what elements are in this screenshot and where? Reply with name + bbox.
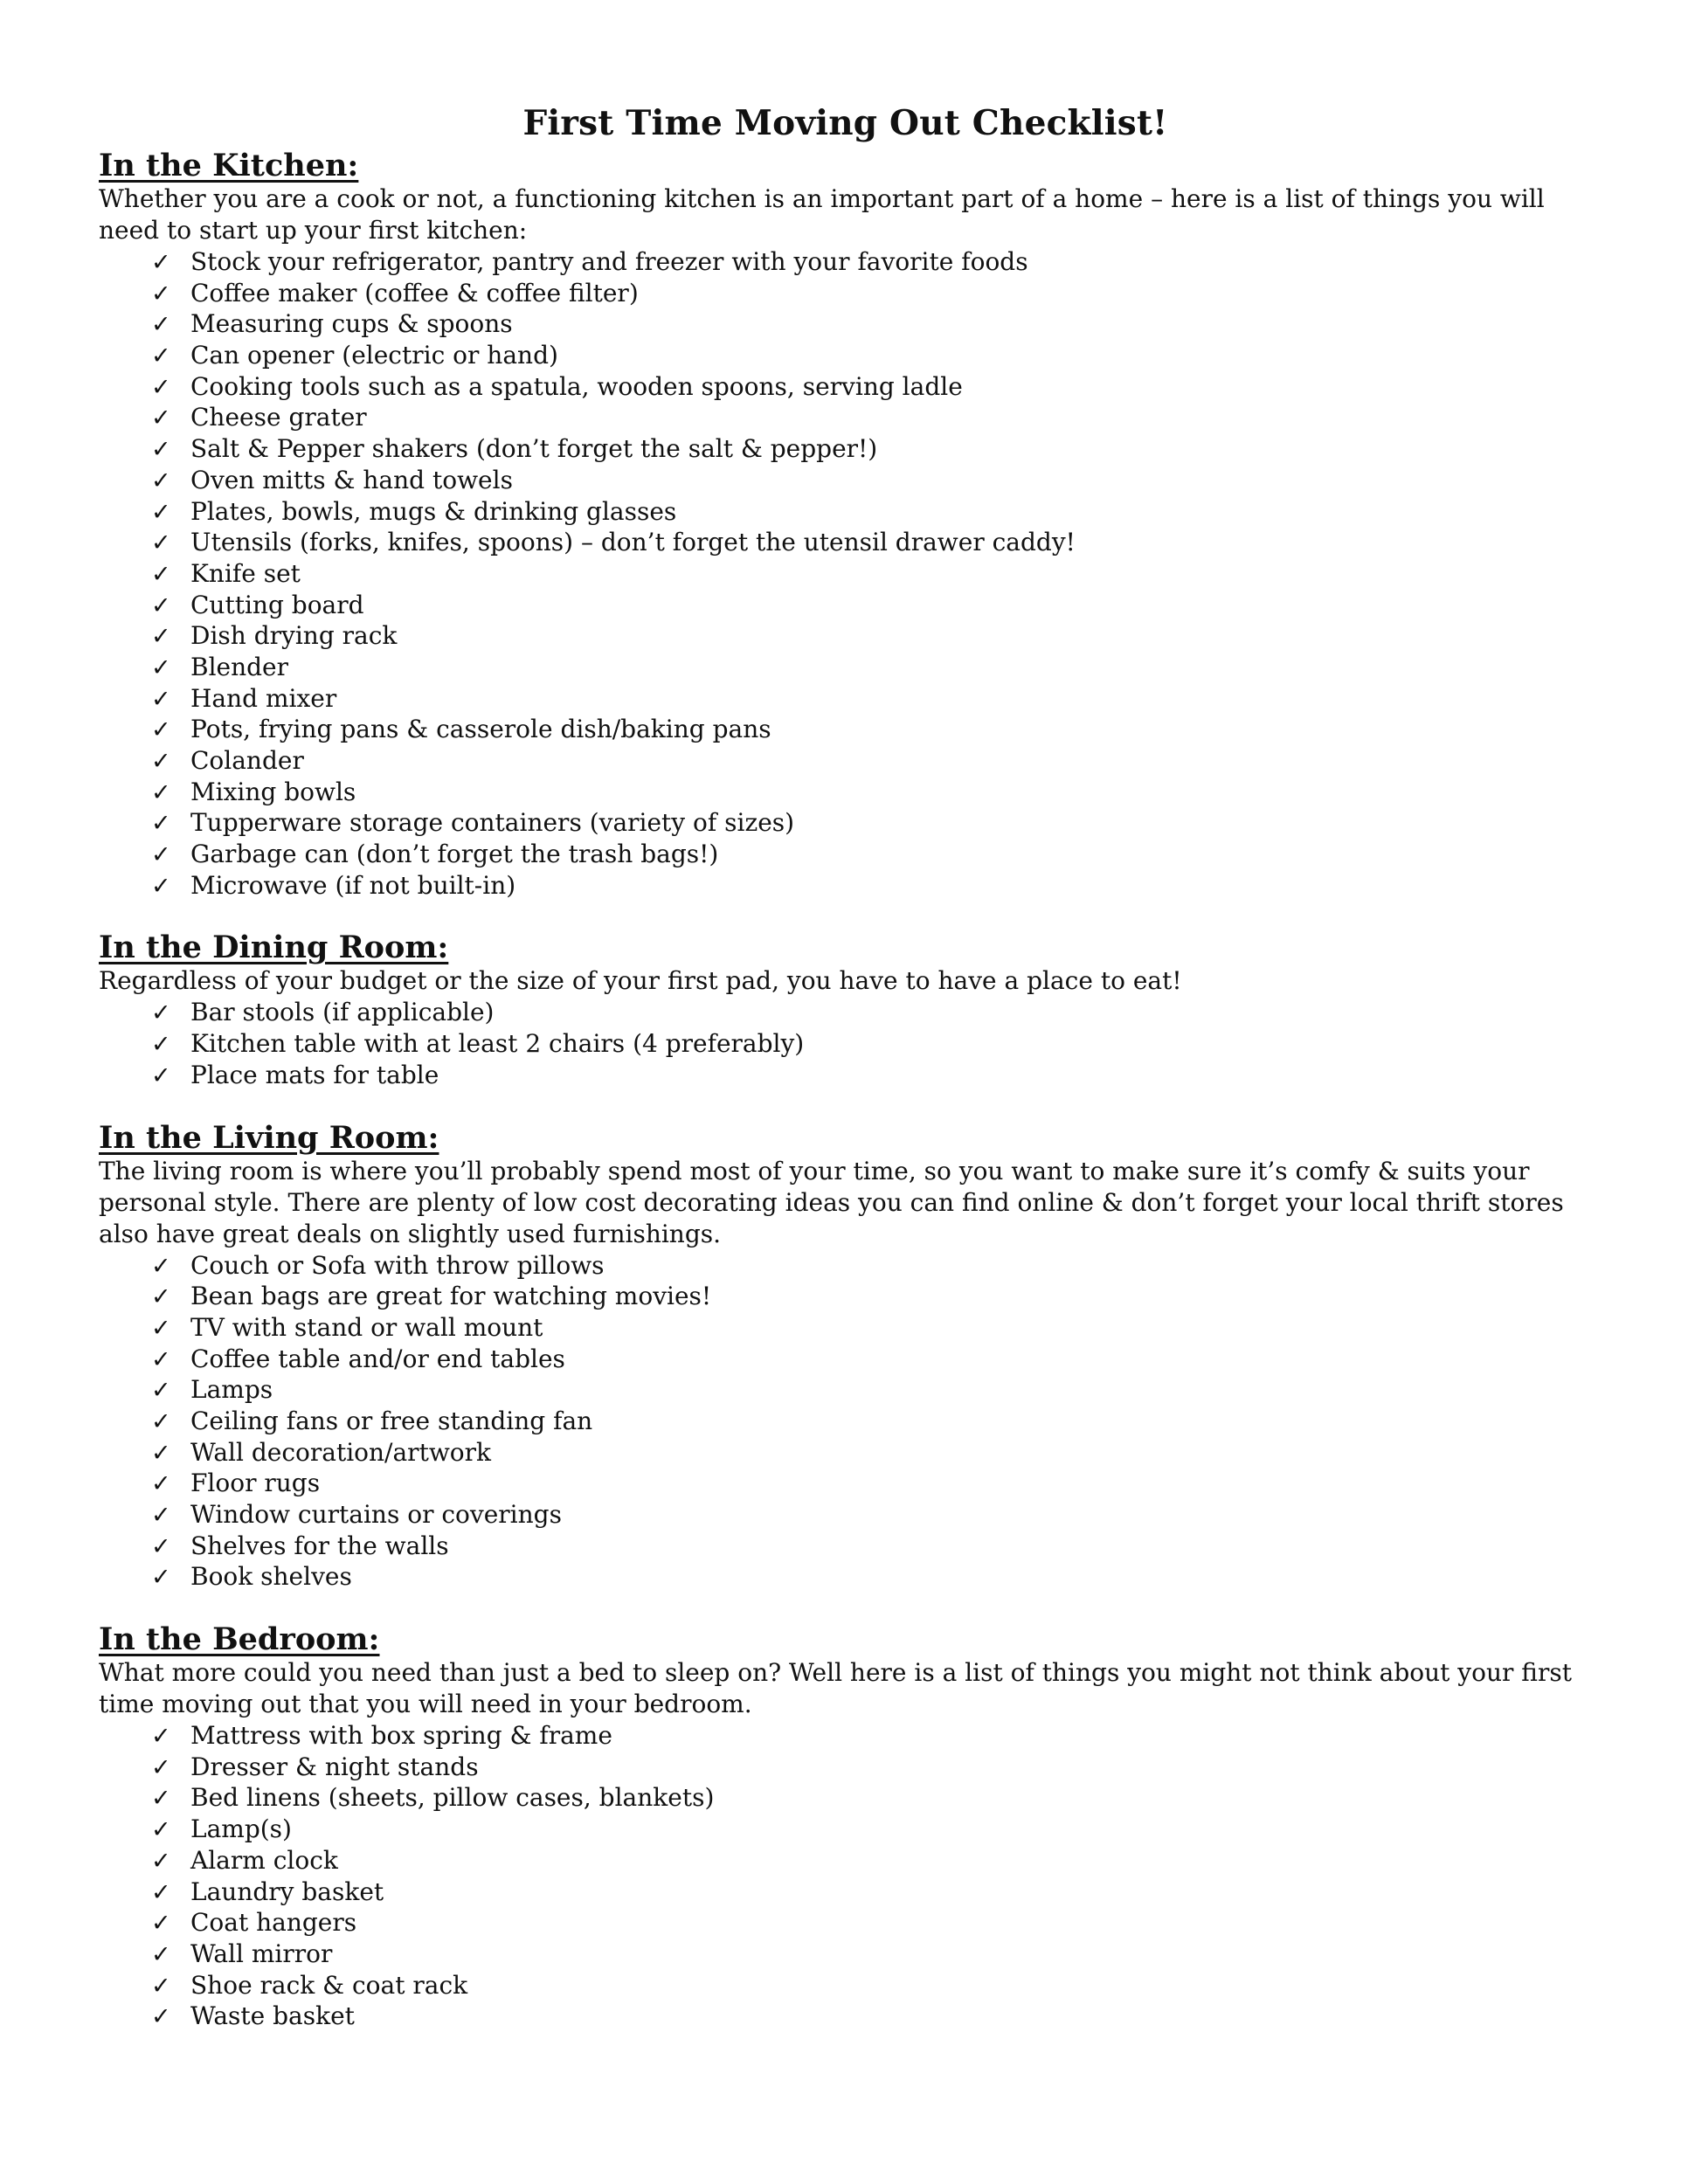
checklist-section bbox=[99, 930, 1592, 1090]
checklist-item-label: Lamps bbox=[190, 1375, 273, 1405]
checklist-item bbox=[99, 1845, 1592, 1876]
checklist-item-label: Alarm clock bbox=[190, 1845, 338, 1875]
checklist-item bbox=[99, 1876, 1592, 1908]
checklist-item-label: Ceiling fans or free standing fan bbox=[190, 1406, 593, 1435]
checklist-item bbox=[99, 496, 1592, 528]
check-mark-icon: ✓ bbox=[151, 1878, 171, 1906]
section-heading: In the Bedroom: bbox=[99, 1621, 380, 1658]
checklist-item-label: Knife set bbox=[190, 558, 301, 588]
checklist-item bbox=[99, 714, 1592, 745]
checklist-item bbox=[99, 839, 1592, 870]
check-mark-icon: ✓ bbox=[151, 1407, 171, 1435]
checklist-sections bbox=[99, 149, 1592, 2032]
checklist-item-label: Bar stools (if applicable) bbox=[190, 998, 495, 1027]
checklist-item bbox=[99, 402, 1592, 433]
checklist-item bbox=[99, 683, 1592, 715]
checklist-item-label: Bean bags are great for watching movies! bbox=[190, 1282, 712, 1311]
checklist-item bbox=[99, 308, 1592, 340]
checklist-item bbox=[99, 340, 1592, 371]
check-mark-icon: ✓ bbox=[151, 436, 171, 464]
checklist-item bbox=[99, 1782, 1592, 1814]
checklist-item-label: Wall mirror bbox=[190, 1939, 333, 1968]
check-mark-icon: ✓ bbox=[151, 748, 171, 775]
check-mark-icon: ✓ bbox=[151, 841, 171, 869]
checklist-item-label: Mattress with box spring & frame bbox=[190, 1721, 612, 1751]
checklist-item bbox=[99, 1720, 1592, 1752]
check-mark-icon: ✓ bbox=[151, 1439, 171, 1467]
checklist-item-label: Coffee table and/or end tables bbox=[190, 1344, 565, 1373]
checklist-item-label: Cutting board bbox=[190, 590, 364, 619]
checklist-item bbox=[99, 1970, 1592, 2001]
checklist-item-label: Shelves for the walls bbox=[190, 1531, 449, 1560]
check-mark-icon: ✓ bbox=[151, 280, 171, 308]
checklist-item bbox=[99, 1752, 1592, 1783]
check-mark-icon: ✓ bbox=[151, 311, 171, 339]
check-mark-icon: ✓ bbox=[151, 1816, 171, 1844]
checklist-item bbox=[99, 1406, 1592, 1437]
checklist-item-label: Microwave (if not built-in) bbox=[190, 870, 516, 900]
check-mark-icon: ✓ bbox=[151, 1972, 171, 2000]
checklist-item bbox=[99, 1561, 1592, 1593]
check-mark-icon: ✓ bbox=[151, 467, 171, 494]
checklist bbox=[99, 1250, 1592, 1593]
check-mark-icon: ✓ bbox=[151, 342, 171, 370]
section-intro: The living room is where you’ll probably spend most of your time, so you want to make sure it’s comfy & suits your personal style. There are plenty of low cost decorating ideas you can find online & don’t forget your local thrift stores also have great deals on slightly used furnishings. bbox=[99, 1156, 1564, 1248]
checklist-item bbox=[99, 1468, 1592, 1499]
checklist bbox=[99, 1720, 1592, 2032]
check-mark-icon: ✓ bbox=[151, 1502, 171, 1529]
checklist-item bbox=[99, 1939, 1592, 1970]
checklist-item bbox=[99, 590, 1592, 621]
checklist-item bbox=[99, 1060, 1592, 1091]
checklist-item-label: Pots, frying pans & casserole dish/baking pans bbox=[190, 715, 771, 744]
checklist-item bbox=[99, 1437, 1592, 1469]
check-mark-icon: ✓ bbox=[151, 1753, 171, 1781]
checklist-item-label: Mixing bowls bbox=[190, 777, 356, 806]
checklist-item bbox=[99, 1344, 1592, 1375]
checklist-item-label: Window curtains or coverings bbox=[190, 1500, 562, 1529]
checklist-item bbox=[99, 371, 1592, 403]
check-mark-icon: ✓ bbox=[151, 1910, 171, 1938]
check-mark-icon: ✓ bbox=[151, 560, 171, 588]
check-mark-icon: ✓ bbox=[151, 591, 171, 619]
checklist-item-label: Place mats for table bbox=[190, 1060, 439, 1089]
checklist-item-label: Measuring cups & spoons bbox=[190, 309, 513, 339]
check-mark-icon: ✓ bbox=[151, 872, 171, 900]
check-mark-icon: ✓ bbox=[151, 373, 171, 401]
checklist-item-label: Colander bbox=[190, 746, 304, 775]
checklist-item-label: Wall decoration/artwork bbox=[190, 1437, 491, 1467]
checklist-item bbox=[99, 1028, 1592, 1060]
checklist-item-label: Stock your refrigerator, pantry and freezer with your favorite foods bbox=[190, 247, 1028, 276]
checklist-item-label: Lamp(s) bbox=[190, 1814, 292, 1844]
check-mark-icon: ✓ bbox=[151, 716, 171, 744]
checklist-item bbox=[99, 465, 1592, 496]
check-mark-icon: ✓ bbox=[151, 404, 171, 432]
checklist-item-label: Blender bbox=[190, 652, 289, 681]
checklist-item bbox=[99, 1374, 1592, 1406]
page-title: First Time Moving Out Checklist! bbox=[522, 103, 1168, 143]
checklist-item bbox=[99, 870, 1592, 902]
check-mark-icon: ✓ bbox=[151, 1252, 171, 1280]
checklist-item bbox=[99, 433, 1592, 465]
checklist-section bbox=[99, 1121, 1592, 1593]
check-mark-icon: ✓ bbox=[151, 778, 171, 806]
section-intro: Regardless of your budget or the size of your first pad, you have to have a place to eat! bbox=[99, 966, 1182, 996]
section-heading: In the Living Room: bbox=[99, 1119, 439, 1156]
checklist-item bbox=[99, 278, 1592, 309]
checklist-item-label: Kitchen table with at least 2 chairs (4 preferably) bbox=[190, 1029, 805, 1059]
checklist-item bbox=[99, 1499, 1592, 1531]
check-mark-icon: ✓ bbox=[151, 498, 171, 526]
checklist-item-label: Dresser & night stands bbox=[190, 1752, 479, 1781]
checklist-item-label: Dish drying rack bbox=[190, 621, 398, 651]
check-mark-icon: ✓ bbox=[151, 1847, 171, 1875]
checklist-item bbox=[99, 777, 1592, 808]
checklist-item-label: Laundry basket bbox=[190, 1876, 384, 1906]
checklist-item-label: Couch or Sofa with throw pillows bbox=[190, 1250, 605, 1280]
checklist-item bbox=[99, 527, 1592, 558]
checklist-item-label: Oven mitts & hand towels bbox=[190, 465, 513, 494]
check-mark-icon: ✓ bbox=[151, 810, 171, 838]
check-mark-icon: ✓ bbox=[151, 1785, 171, 1813]
check-mark-icon: ✓ bbox=[151, 623, 171, 651]
checklist-item bbox=[99, 807, 1592, 839]
check-mark-icon: ✓ bbox=[151, 1314, 171, 1342]
checklist-section bbox=[99, 1622, 1592, 2032]
checklist-item bbox=[99, 1250, 1592, 1282]
check-mark-icon: ✓ bbox=[151, 1345, 171, 1373]
checklist-item-label: Utensils (forks, knifes, spoons) – don’t forget the utensil drawer caddy! bbox=[190, 528, 1076, 557]
checklist-item-label: Coat hangers bbox=[190, 1908, 357, 1938]
check-mark-icon: ✓ bbox=[151, 1470, 171, 1498]
checklist-item bbox=[99, 620, 1592, 652]
checklist-item-label: Waste basket bbox=[190, 2001, 355, 2031]
check-mark-icon: ✓ bbox=[151, 529, 171, 557]
check-mark-icon: ✓ bbox=[151, 2003, 171, 2031]
check-mark-icon: ✓ bbox=[151, 1377, 171, 1405]
checklist-section bbox=[99, 149, 1592, 901]
check-mark-icon: ✓ bbox=[151, 1723, 171, 1751]
checklist-item bbox=[99, 997, 1592, 1028]
check-mark-icon: ✓ bbox=[151, 1061, 171, 1089]
check-mark-icon: ✓ bbox=[151, 1940, 171, 1968]
checklist-item bbox=[99, 558, 1592, 590]
check-mark-icon: ✓ bbox=[151, 999, 171, 1027]
checklist-item-label: TV with stand or wall mount bbox=[190, 1312, 543, 1342]
checklist-item bbox=[99, 2001, 1592, 2032]
checklist-item-label: Cheese grater bbox=[190, 403, 367, 432]
section-heading: In the Kitchen: bbox=[99, 148, 359, 183]
check-mark-icon: ✓ bbox=[151, 1564, 171, 1592]
checklist-item-label: Book shelves bbox=[190, 1562, 352, 1592]
check-mark-icon: ✓ bbox=[151, 1031, 171, 1059]
checklist-item-label: Hand mixer bbox=[190, 683, 337, 713]
checklist-item-label: Salt & Pepper shakers (don’t forget the salt & pepper!) bbox=[190, 434, 878, 464]
checklist-item bbox=[99, 652, 1592, 683]
checklist-item-label: Coffee maker (coffee & coffee filter) bbox=[190, 278, 639, 308]
check-mark-icon: ✓ bbox=[151, 653, 171, 681]
checklist-item-label: Bed linens (sheets, pillow cases, blankets) bbox=[190, 1783, 715, 1813]
checklist-item bbox=[99, 246, 1592, 278]
checklist-item bbox=[99, 1907, 1592, 1939]
check-mark-icon: ✓ bbox=[151, 685, 171, 713]
section-intro: Whether you are a cook or not, a functioning kitchen is an important part of a home – here is a list of things you will need to start up your first kitchen: bbox=[99, 184, 1545, 245]
check-mark-icon: ✓ bbox=[151, 249, 171, 276]
checklist-item-label: Plates, bowls, mugs & drinking glasses bbox=[190, 496, 677, 526]
section-intro: What more could you need than just a bed to sleep on? Well here is a list of things you might not think about your first time moving out that you will need in your bedroom. bbox=[99, 1658, 1572, 1719]
checklist-item-label: Cooking tools such as a spatula, wooden spoons, serving ladle bbox=[190, 371, 963, 401]
checklist-item bbox=[99, 1312, 1592, 1344]
check-mark-icon: ✓ bbox=[151, 1532, 171, 1560]
checklist-item bbox=[99, 1281, 1592, 1312]
checklist-item-label: Garbage can (don’t forget the trash bags!) bbox=[190, 840, 719, 869]
section-heading: In the Dining Room: bbox=[99, 930, 449, 966]
check-mark-icon: ✓ bbox=[151, 1283, 171, 1311]
checklist bbox=[99, 997, 1592, 1090]
checklist-item-label: Shoe rack & coat rack bbox=[190, 1970, 468, 2000]
checklist-item bbox=[99, 1814, 1592, 1845]
checklist bbox=[99, 246, 1592, 901]
checklist-item bbox=[99, 745, 1592, 777]
checklist-item-label: Can opener (electric or hand) bbox=[190, 341, 558, 370]
checklist-item-label: Floor rugs bbox=[190, 1469, 321, 1498]
checklist-item-label: Tupperware storage containers (variety of sizes) bbox=[190, 808, 795, 838]
checklist-item bbox=[99, 1531, 1592, 1562]
